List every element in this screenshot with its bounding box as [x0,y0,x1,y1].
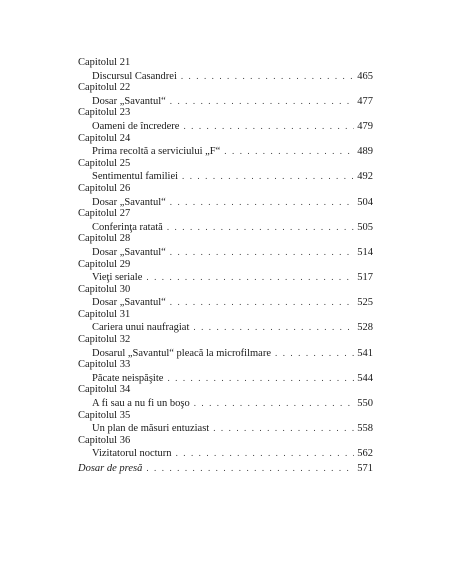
chapter-heading: Capitolul 21 [78,57,131,68]
chapter-heading: Capitolul 32 [78,334,131,346]
chapter-title: Vizitatorul nocturn [92,448,172,460]
chapter-title: Dosar „Savantul“ [92,246,166,258]
chapter-heading: Capitolul 30 [78,283,131,295]
chapter-heading: Capitolul 28 [78,233,131,245]
chapter-heading: Capitolul 29 [78,258,131,270]
chapter-entry [78,397,373,410]
page-number: 479 [357,120,373,132]
dot-leader [194,397,355,410]
chapter-entry [78,145,373,158]
chapter-heading: Capitolul 26 [78,182,131,194]
chapter-heading: Capitolul 36 [78,434,131,446]
toc-chapter [78,158,373,183]
chapter-title: Dosar „Savantul“ [92,297,166,309]
toc-chapter [78,334,373,359]
toc-chapter [78,107,373,132]
chapter-title: Dosar „Savantul“ [92,95,166,107]
table-of-contents [78,57,373,475]
chapter-title: Păcate neispăşite [92,372,164,384]
dot-leader [181,70,354,83]
dot-leader [170,296,354,309]
dot-leader [193,321,354,334]
chapter-title: Vieţi seriale [92,272,143,284]
chapter-heading: Capitolul 23 [78,107,131,119]
toc-chapter [78,233,373,258]
toc-chapter [78,183,373,208]
page-number: 528 [357,322,373,334]
toc-chapter [78,309,373,334]
chapter-heading: Capitolul 31 [78,308,131,320]
chapter-heading: Capitolul 22 [78,82,131,94]
chapter-entry [78,271,373,284]
page-number: 571 [357,463,373,474]
page-number: 505 [357,221,373,233]
dot-leader [182,170,354,183]
chapter-heading: Capitolul 24 [78,132,131,144]
final-entry-title: Dosar de presă [78,463,143,474]
chapter-entry [78,447,373,460]
toc-chapter [78,410,373,435]
chapter-entry [78,221,373,234]
page-number: 517 [357,272,373,284]
chapter-title: Un plan de măsuri entuziast [92,423,210,435]
toc-chapter [78,359,373,384]
page-number: 525 [357,297,373,309]
page-number: 492 [357,171,373,183]
page-number: 550 [357,398,373,410]
toc-chapter [78,82,373,107]
chapter-heading: Capitolul 33 [78,359,131,371]
chapter-entry [78,321,373,334]
chapter-title: Dosar „Savantul“ [92,196,166,208]
chapter-title: Dosarul „Savantul“ pleacă la microfilmare [92,347,272,359]
toc-chapter [78,208,373,233]
toc-chapter [78,435,373,460]
toc-chapter [78,57,373,82]
toc-chapter [78,384,373,409]
chapter-entry [78,246,373,259]
page-number: 541 [357,347,373,359]
toc-chapter [78,259,373,284]
dot-leader [224,145,354,158]
page-number: 544 [357,372,373,384]
chapter-entry [78,372,373,385]
page-number: 477 [357,95,373,107]
toc-chapter [78,284,373,309]
chapter-title: Discursul Casandrei [92,70,177,82]
dot-leader [170,95,354,108]
chapter-heading: Capitolul 35 [78,409,131,421]
dot-leader [146,271,354,284]
chapter-title: Sentimentul familiei [92,171,179,183]
dot-leader [146,462,354,475]
chapter-title: Oameni de încredere [92,120,180,132]
dot-leader [170,246,354,259]
chapter-entry [78,296,373,309]
chapter-heading: Capitolul 25 [78,157,131,169]
toc-final-entry [78,462,373,475]
chapter-title: Conferinţa ratată [92,221,163,233]
chapter-entry [78,196,373,209]
dot-leader [275,347,354,360]
page-number: 558 [357,423,373,435]
dot-leader [213,422,354,435]
chapter-title: A fi sau a nu fi un boşo [92,398,190,410]
dot-leader [176,447,355,460]
chapter-heading: Capitolul 27 [78,208,131,220]
page-number: 562 [357,448,373,460]
chapter-entry [78,170,373,183]
dot-leader [167,372,354,385]
page-number: 504 [357,196,373,208]
dot-leader [167,221,354,234]
chapter-title: Cariera unui naufragiat [92,322,190,334]
chapter-title: Prima recoltă a serviciului „F“ [92,146,221,158]
toc-chapter [78,133,373,158]
chapter-entry [78,347,373,360]
chapter-entry [78,70,373,83]
page-number: 514 [357,246,373,258]
page-number: 489 [357,146,373,158]
dot-leader [183,120,354,133]
chapter-entry [78,95,373,108]
chapter-entry [78,422,373,435]
chapter-entry [78,120,373,133]
chapter-heading: Capitolul 34 [78,384,131,396]
page-number: 465 [357,70,373,82]
dot-leader [170,196,354,209]
